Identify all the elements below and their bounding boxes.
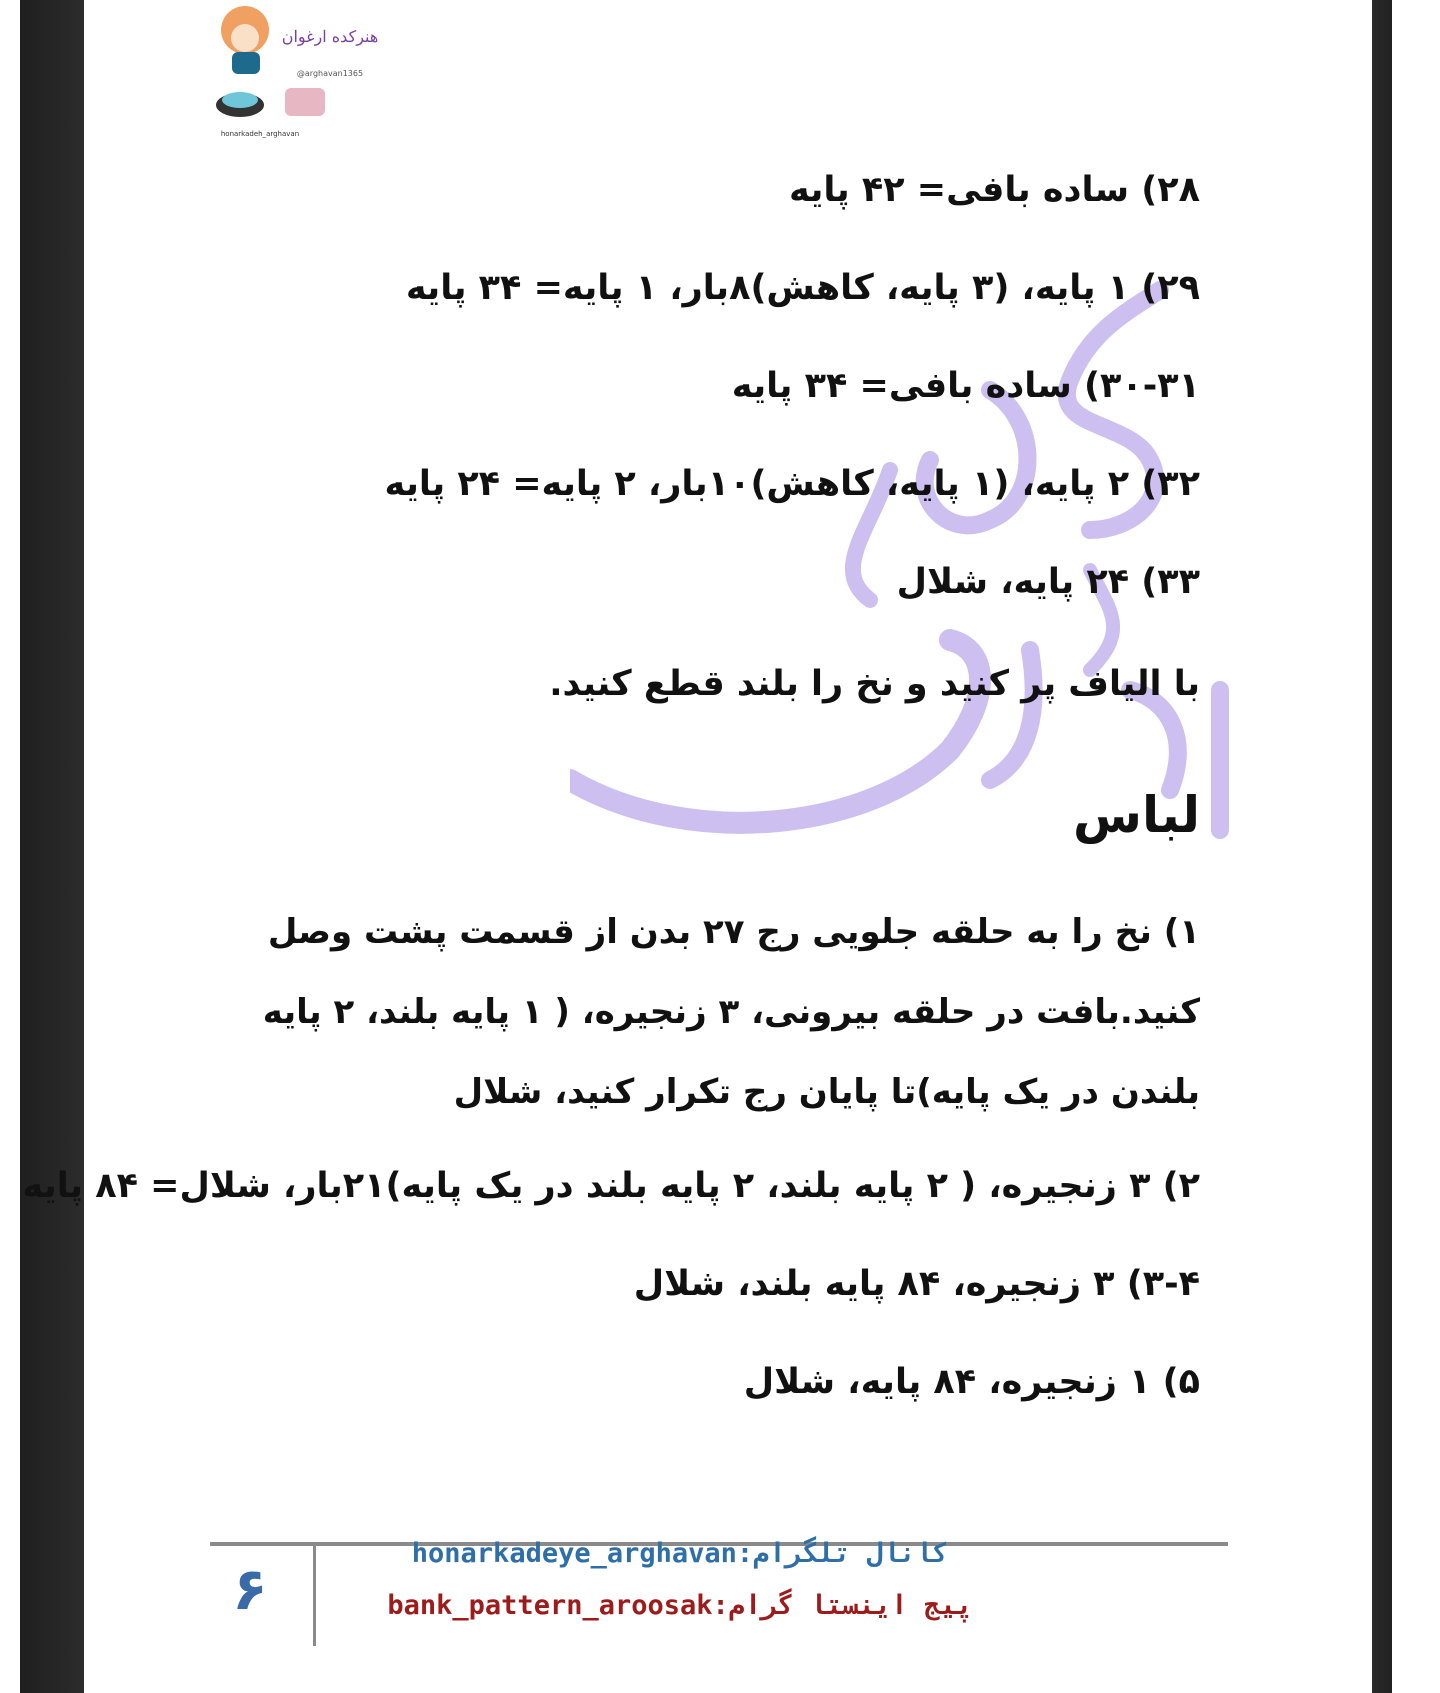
stuffing-instruction: با الیاف پر کنید و نخ را بلند قطع کنید. (549, 664, 1200, 704)
right-dark-border (1372, 0, 1440, 1693)
logo-title: هنرکده ارغوان (281, 27, 379, 46)
dress-row-2: ۲) ۳ زنجیره، ( ۲ پایه بلند، ۲ پایه بلند در یک پایه)۲۱بار، شلال= ۸۴ پایه (22, 1166, 1200, 1206)
dress-row-1: ۱) نخ را به حلقه جلویی رج ۲۷ بدن از قسمت پشت وصل کنید.بافت در حلقه بیرونی، ۳ زنجیره، ( ۱ پایه بلند، ۲ پایه بلندن در یک پایه)تا پایان رج تکرار کنید، شلال (262, 912, 1200, 1112)
logo-instagram: honarkadeh_arghavan (220, 130, 300, 138)
dress-row-5: ۵) ۱ زنجیره، ۸۴ پایه، شلال (743, 1362, 1200, 1402)
pattern-row-28: ۲۸) ساده بافی= ۴۲ پایه (789, 170, 1200, 210)
page-number: ۶ (232, 1555, 268, 1623)
honarkadeh-logo (150, 0, 380, 150)
telegram-channel: کانال تلگرام:honarkadeye_arghavan (411, 1538, 949, 1569)
footer-vertical-divider (313, 1546, 316, 1646)
dress-row-3-4: ۳-۴) ۳ زنجیره، ۸۴ پایه بلند، شلال (633, 1264, 1200, 1304)
pattern-row-32: ۳۲) ۲ پایه، (۱ پایه، کاهش)۱۰بار، ۲ پایه= ۲۴ پایه (384, 464, 1200, 504)
pattern-row-33: ۳۳) ۲۴ پایه، شلال (896, 562, 1200, 602)
pattern-row-30-31: ۳۰-۳۱) ساده بافی= ۳۴ پایه (731, 366, 1200, 406)
section-heading-dress: لباس (1073, 786, 1200, 844)
left-dark-border (0, 0, 84, 1693)
pattern-row-29: ۲۹) ۱ پایه، (۳ پایه، کاهش)۸بار، ۱ پایه= ۳۴ پایه (405, 268, 1200, 308)
logo-handle: @arghavan1365 (296, 69, 364, 78)
instagram-page: پیج اینستا گرام:bank_pattern_aroosak (387, 1590, 973, 1621)
